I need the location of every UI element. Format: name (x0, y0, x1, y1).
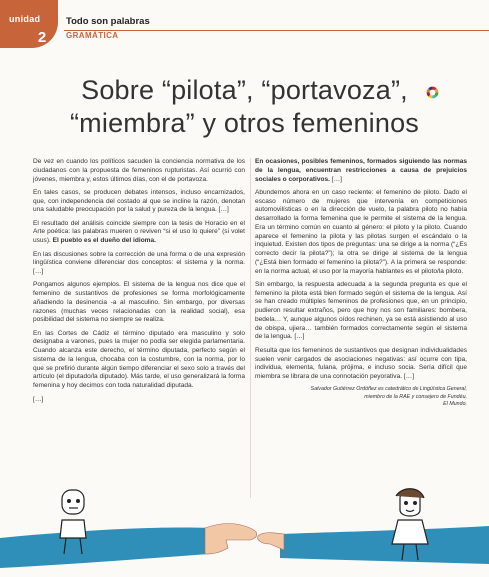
unit-label: unidad (9, 14, 41, 24)
article-title (0, 74, 489, 154)
chapter-title: Todo son palabras (66, 16, 150, 27)
paragraph-text: […] (329, 175, 342, 183)
article-column-left (33, 158, 245, 409)
paragraph: En las Cortes de Cádiz el término diputado era masculino y solo designaba a varones, pues la mujer no podía ser elegida parlamentaria. Cuando alcanza este derecho, el término diputada, perfecto según el sistema de la lengua, chocaba con la costumbre, con la norma, por lo que se prefirió durante algún tiempo diferenciar el sexo solo a través del artículo (el diputado/la diputado). Más tarde, el uso generalizará la forma femenina y hoy decimos con toda naturalidad diputada. (33, 329, 245, 390)
article-title-line2: “miembra” y otros femeninos (69, 108, 419, 138)
paragraph: Sin embargo, la respuesta adecuada a la segunda pregunta es que el femenino la pilota está bien formado según el sistema de la lengua. Así se han creado múltiples femeninos de profesiones que, en un principio, pudieron resultar extraños, pero que hoy nos son familiares: bombera, bedela… Y, aunque algunos oídos rechinen, ya se está asistiendo al uso de obispa, ujiera… también formados correctamente según el sistema de la lengua. […] (255, 280, 467, 341)
section-label: GRAMÁTICA (66, 31, 119, 40)
bottom-illustration (0, 488, 489, 577)
paragraph: Resulta que los femeninos de sustantivos que designan individualidades suelen venir cargados de asociaciones negativas: así ocurre con tipa, individua, elementa, fulana, prójima, e incluso socia. Sería difícil que miembra se librara de una connotación peyorativa. […] (255, 346, 467, 381)
paragraph: […] (33, 395, 44, 403)
author-signature (255, 386, 467, 409)
paragraph: En las discusiones sobre la corrección de una forma o de una expresión lingüística conviene diferenciar dos conceptos: el sistema y la norma. […] (33, 250, 245, 276)
paragraph (33, 220, 245, 246)
signature-source: El Mundo. (443, 401, 467, 408)
sdg-wheel-icon (426, 86, 439, 99)
paragraph (255, 158, 467, 184)
paragraph: Abundemos ahora en un caso reciente: el femenino de piloto. Dado el escaso número de mujeres que intervenía en competiciones automovilísticas o en la dirección de vuelo, la palabra piloto no había desarrollado la forma femenina que le permite el sistema de la lengua. Era un término común en cuanto al género: el piloto y la piloto. Cuando aparece el femenino la pilota y las pilotas surgen el escándalo o la inquietud. Existen dos tipos de preguntas: una se dirige a la norma (“¿Es correcto decir la pilota?”); la otra se dirige al sistema de la lengua (“¿Está bien formado el femenino la pilota?”). A la primera se responde: en la norma actual, el uso por la mayoría hablantes es el piloto/la piloto. (255, 188, 467, 275)
page-header (0, 0, 489, 48)
paragraph: Pongamos algunos ejemplos. El sistema de la lengua nos dice que el femenino de sustantivos de profesiones se forma morfológicamente añadiendo la desinencia -a al masculino. Sin embargo, por diversas razones (muchas veces relacionadas con la realidad social), esa posibilidad del sistema no siempre se realiza. (33, 281, 245, 324)
highlight-text: En ocasiones, posibles femeninos, formados siguiendo las normas de la lengua, encuentran restricciones a causa de prejuicios sociales o corporativos. (255, 158, 467, 183)
unit-number: 2 (37, 29, 47, 46)
signature-line: miembro de la RAE y consejero de Fundéu. (364, 393, 467, 400)
signature-line: Salvador Gutiérrez Ordóñez es catedrático de Lingüística General, (310, 386, 467, 393)
highlight-text: El pueblo es el dueño del idioma. (52, 237, 156, 245)
article-column-right (255, 158, 467, 409)
unit-tab (0, 0, 58, 48)
paragraph: De vez en cuando los políticos sacuden la conciencia normativa de los ciudadanos con la propuesta de femeninos rupturistas. Así ocurrió con jóvenes, miembra y, estos últimos días, con el de portavoza. (33, 158, 245, 183)
paragraph: En tales casos, se producen debates intensos, incluso encarnizados, que, con independencia del costado al que se incline la razón, denotan una saludable preocupación por la salud y pureza de la lengua. […] (33, 188, 245, 214)
article-title-line1: Sobre “pilota”, “portavoza”, (81, 75, 408, 105)
column-divider (250, 158, 251, 498)
header-rule (64, 30, 489, 31)
paragraph-text: El resultado del análisis coincide siempre con la tesis de Horacio en el Arte poética: las palabras mueren o reviven “si el uso lo quiere” (si volet usus). (33, 219, 245, 245)
